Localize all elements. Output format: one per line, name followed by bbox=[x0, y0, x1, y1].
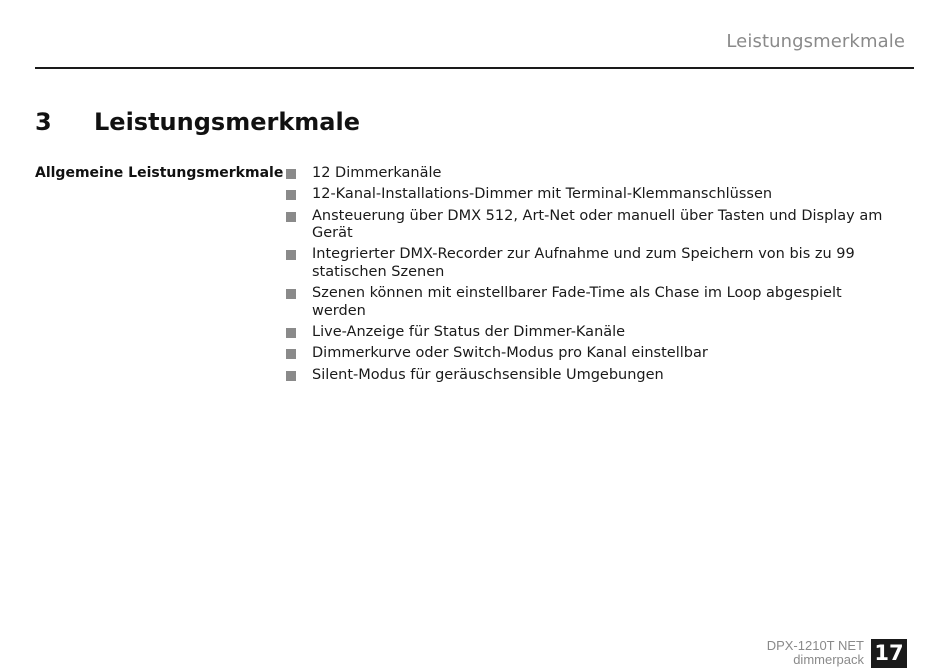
product-type: dimmerpack bbox=[793, 652, 864, 667]
list-item bbox=[286, 285, 896, 320]
list-item-text: Szenen können mit einstellbarer Fade-Time als Chase im Loop abgespielt werden bbox=[312, 285, 842, 319]
square-bullet-icon bbox=[286, 190, 296, 200]
feature-list bbox=[286, 165, 896, 388]
list-item bbox=[286, 165, 896, 183]
list-item-text: 12-Kanal-Installations-Dimmer mit Terminal-Klemmanschlüssen bbox=[312, 186, 773, 203]
list-item-text: Silent-Modus für geräuschsensible Umgebungen bbox=[312, 366, 664, 383]
list-item bbox=[286, 367, 896, 385]
list-item-text: Live-Anzeige für Status der Dimmer-Kanäle bbox=[312, 323, 626, 340]
list-item bbox=[286, 345, 896, 363]
list-item-text: Dimmerkurve oder Switch-Modus pro Kanal einstellbar bbox=[312, 345, 708, 362]
chapter-number: 3 bbox=[35, 108, 52, 136]
square-bullet-icon bbox=[286, 250, 296, 260]
square-bullet-icon bbox=[286, 349, 296, 359]
list-item bbox=[286, 324, 896, 342]
chapter-title: Leistungsmerkmale bbox=[94, 108, 360, 136]
page-number: 17 bbox=[871, 639, 907, 668]
product-name bbox=[767, 639, 864, 667]
square-bullet-icon bbox=[286, 371, 296, 381]
list-item-text: 12 Dimmerkanäle bbox=[312, 165, 442, 181]
list-item bbox=[286, 208, 896, 243]
square-bullet-icon bbox=[286, 328, 296, 338]
list-item-text: Integrierter DMX-Recorder zur Aufnahme und zum Speichern von bis zu 99 statischen Szenen bbox=[312, 246, 855, 280]
product-model: DPX-1210T NET bbox=[766, 638, 864, 653]
square-bullet-icon bbox=[286, 169, 296, 179]
section-label: Allgemeine Leistungsmerkmale bbox=[35, 165, 284, 181]
square-bullet-icon bbox=[286, 212, 296, 222]
list-item bbox=[286, 186, 896, 204]
square-bullet-icon bbox=[286, 289, 296, 299]
chapter-heading bbox=[35, 108, 360, 136]
list-item-text: Ansteuerung über DMX 512, Art-Net oder manuell über Tasten und Display am Gerät bbox=[312, 207, 883, 242]
running-header: Leistungsmerkmale bbox=[726, 31, 905, 52]
list-item bbox=[286, 246, 896, 281]
header-rule bbox=[35, 67, 914, 69]
